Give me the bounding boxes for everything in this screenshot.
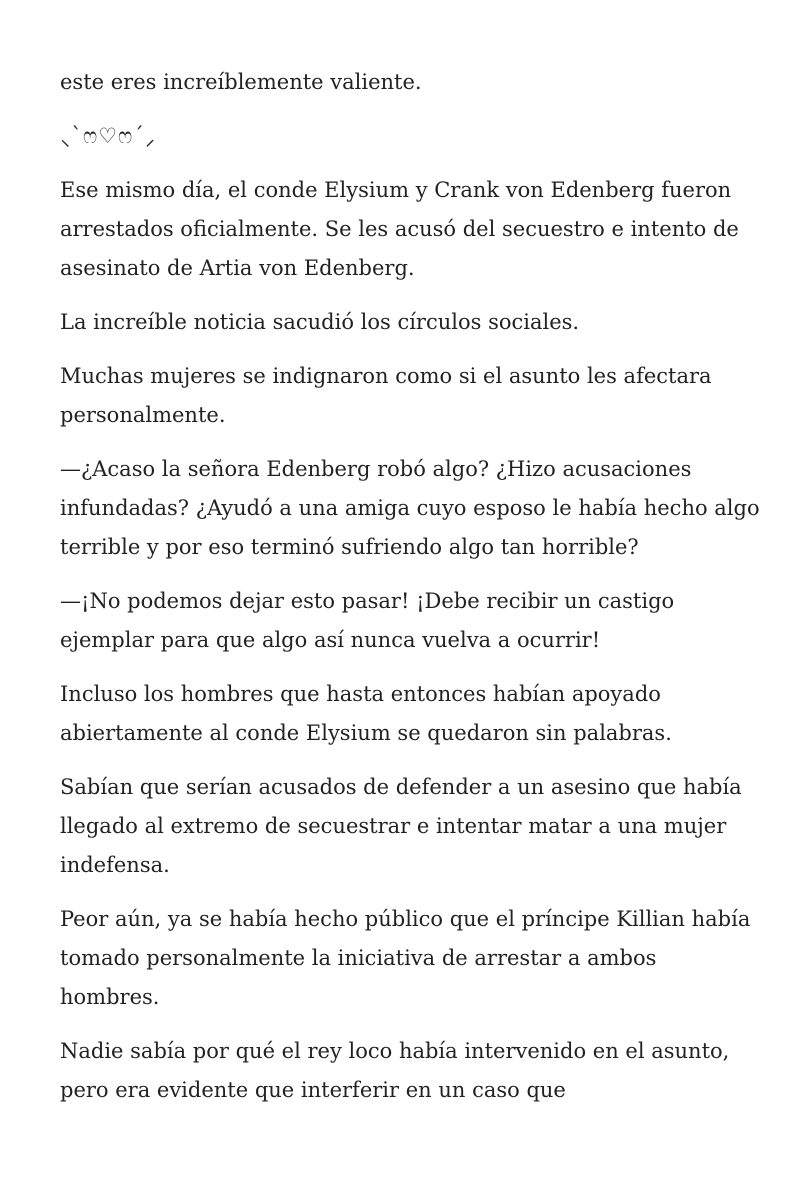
paragraph-6: —¡No podemos dejar esto pasar! ¡Debe recibir un castigo ejemplar para que algo así nunca vuelva a ocurrir! xyxy=(60,589,675,652)
section-divider: ⸜`ෆ♡ෆ´⸝ xyxy=(60,124,157,148)
paragraph-10: Nadie sabía por qué el rey loco había intervenido en el asunto, pero era evidente que interferir en un caso que xyxy=(60,1039,730,1102)
paragraph-7: Incluso los hombres que hasta entonces habían apoyado abiertamente al conde Elysium se quedaron sin palabras. xyxy=(60,682,672,745)
paragraph-8: Sabían que serían acusados de defender a un asesino que había llegado al extremo de secuestrar e intentar matar a una mujer indefensa. xyxy=(60,775,742,877)
paragraph-4: Muchas mujeres se indignaron como si el asunto les afectara personalmente. xyxy=(60,364,712,427)
paragraph-9: Peor aún, ya se había hecho público que el príncipe Killian había tomado personalmente la iniciativa de arrestar a ambos hombres. xyxy=(60,907,751,1009)
paragraph-2: Ese mismo día, el conde Elysium y Crank von Edenberg fueron arrestados oficialmente. Se les acusó del secuestro e intento de asesinato de Artia von Edenberg. xyxy=(60,178,739,280)
paragraph-1: este eres increíblemente valiente. xyxy=(60,70,422,94)
paragraph-3: La increíble noticia sacudió los círculos sociales. xyxy=(60,310,580,334)
reading-page xyxy=(60,63,760,1125)
paragraph-5: —¿Acaso la señora Edenberg robó algo? ¿Hizo acusaciones infundadas? ¿Ayudó a una amiga cuyo esposo le había hecho algo terrible y por eso terminó sufriendo algo tan horrible? xyxy=(60,457,760,559)
